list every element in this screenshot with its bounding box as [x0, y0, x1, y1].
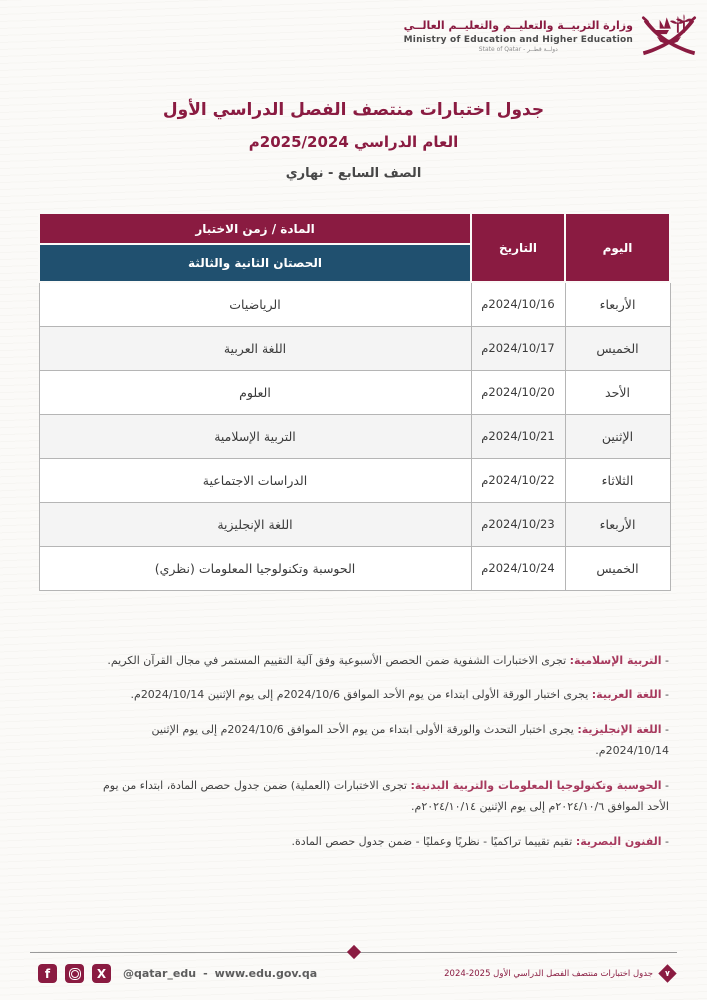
table-row [39, 370, 670, 414]
day-cell: الخميس [565, 326, 670, 370]
page-number-diamond [658, 964, 676, 982]
col-header-date: التاريخ [471, 213, 565, 282]
note-dash: - [665, 688, 669, 702]
col-header-day: اليوم [565, 213, 670, 282]
note-dash: - [665, 778, 669, 792]
table-row [39, 546, 670, 590]
day-cell: الإثنين [565, 414, 670, 458]
date-cell: 2024/10/24م [471, 546, 565, 590]
note-text: تجرى الاختبارات (العملية) ضمن جدول حصص المادة، ابتداء من يوم الأحد الموافق ٢٠٢٤/١٠/٦م إلى يوم الإثنين ٢٠٢٤/١٠/١٤م. [102, 778, 669, 814]
grade-label: الصف السابع - نهاري [285, 166, 422, 181]
footer-social-block [38, 964, 317, 983]
qatar-emblem-icon [641, 12, 697, 61]
footnote-english-language [91, 719, 669, 762]
note-dash: - [665, 722, 669, 736]
social-handle[interactable]: @qatar_edu [123, 967, 197, 980]
note-label: التربية الإسلامية: [569, 654, 662, 667]
date-cell: 2024/10/20م [471, 370, 565, 414]
academic-year-subtitle: العام الدراسي 2025/2024م [248, 133, 459, 151]
day-cell: الخميس [565, 546, 670, 590]
facebook-icon[interactable]: f [38, 964, 57, 983]
col-header-periods: الحصتان الثانية والثالثة [39, 244, 471, 282]
day-cell: الأربعاء [565, 282, 670, 326]
divider-diamond-icon [346, 945, 360, 959]
footer-links [123, 967, 317, 980]
subject-cell: اللغة العربية [39, 326, 471, 370]
footnote-computing-pe [91, 775, 669, 818]
date-cell: 2024/10/17م [471, 326, 565, 370]
table-row [39, 326, 670, 370]
subject-cell: الدراسات الاجتماعية [39, 458, 471, 502]
footnote-islamic-education [91, 650, 669, 671]
ministry-name-english: Ministry of Education and Higher Education [403, 34, 633, 45]
note-label: اللغة الإنجليزية: [577, 722, 662, 736]
note-text: تقيم تقييما تراكميًا - نظريًا وعمليًا - ضمن جدول حصص المادة. [291, 834, 573, 848]
table-row [39, 458, 670, 502]
subject-cell: العلوم [39, 370, 471, 414]
footer-doc-info [444, 967, 677, 980]
subject-cell: التربية الإسلامية [39, 414, 471, 458]
subject-cell: الرياضيات [39, 282, 471, 326]
footnote-visual-arts [91, 831, 669, 852]
footer-bar [38, 964, 677, 983]
day-cell: الأربعاء [565, 502, 670, 546]
note-text: تجرى الاختبارات الشفوية ضمن الحصص الأسبوعية وفق آلية التقييم المستمر في مجال القرآن الكريم. [107, 654, 567, 667]
col-header-subject-time: المادة / زمن الاختبار [39, 213, 471, 244]
website-link[interactable]: www.edu.gov.qa [214, 967, 318, 980]
subject-cell: الحوسبة وتكنولوجيا المعلومات (نظري) [39, 546, 471, 590]
x-twitter-icon[interactable]: X [92, 964, 111, 983]
note-dash: - [665, 654, 669, 667]
ministry-logo-text [404, 19, 633, 54]
instagram-icon[interactable] [65, 964, 84, 983]
date-cell: 2024/10/23م [471, 502, 565, 546]
note-label: الفنون البصرية: [575, 834, 662, 848]
table-row [39, 414, 670, 458]
note-text: يجرى اختبار الورقة الأولى ابتداء من يوم الأحد الموافق 2024/10/6م إلى يوم الإثنين 2024/10/14م. [130, 688, 589, 702]
ministry-logo [404, 12, 697, 61]
footnotes-section [91, 650, 669, 865]
day-cell: الأحد [565, 370, 670, 414]
ministry-name-arabic: وزارة التربيــة والتعليــم والتعليــم العالــي [403, 18, 633, 32]
note-text: يجرى اختبار التحدث والورقة الأولى ابتداء من يوم الأحد الموافق 2024/10/6م إلى يوم الإثنين 2024/10/14م. [151, 722, 669, 758]
note-dash: - [665, 834, 669, 848]
subject-cell: اللغة الإنجليزية [39, 502, 471, 546]
exam-schedule-table [38, 212, 671, 591]
footnote-arabic-language [91, 684, 669, 705]
title-block [0, 100, 707, 181]
exam-schedule-title: جدول اختبارات منتصف الفصل الدراسي الأول [162, 100, 545, 120]
table-row [39, 502, 670, 546]
note-label: اللغة العربية: [591, 688, 662, 702]
page-number: ٧ [665, 968, 670, 978]
date-cell: 2024/10/21م [471, 414, 565, 458]
footer-doc-label: جدول اختبارات منتصف الفصل الدراسي الأول 2025-2024 [444, 968, 653, 979]
state-of-qatar-label: دولــة قطــر - State of Qatar [478, 45, 558, 53]
day-cell: الثلاثاء [565, 458, 670, 502]
footer-separator: - [203, 967, 208, 980]
table-header-row [39, 213, 670, 244]
note-label: الحوسبة وتكنولوجيا المعلومات والتربية البدنية: [410, 778, 662, 792]
date-cell: 2024/10/22م [471, 458, 565, 502]
table-row [39, 282, 670, 326]
date-cell: 2024/10/16م [471, 282, 565, 326]
